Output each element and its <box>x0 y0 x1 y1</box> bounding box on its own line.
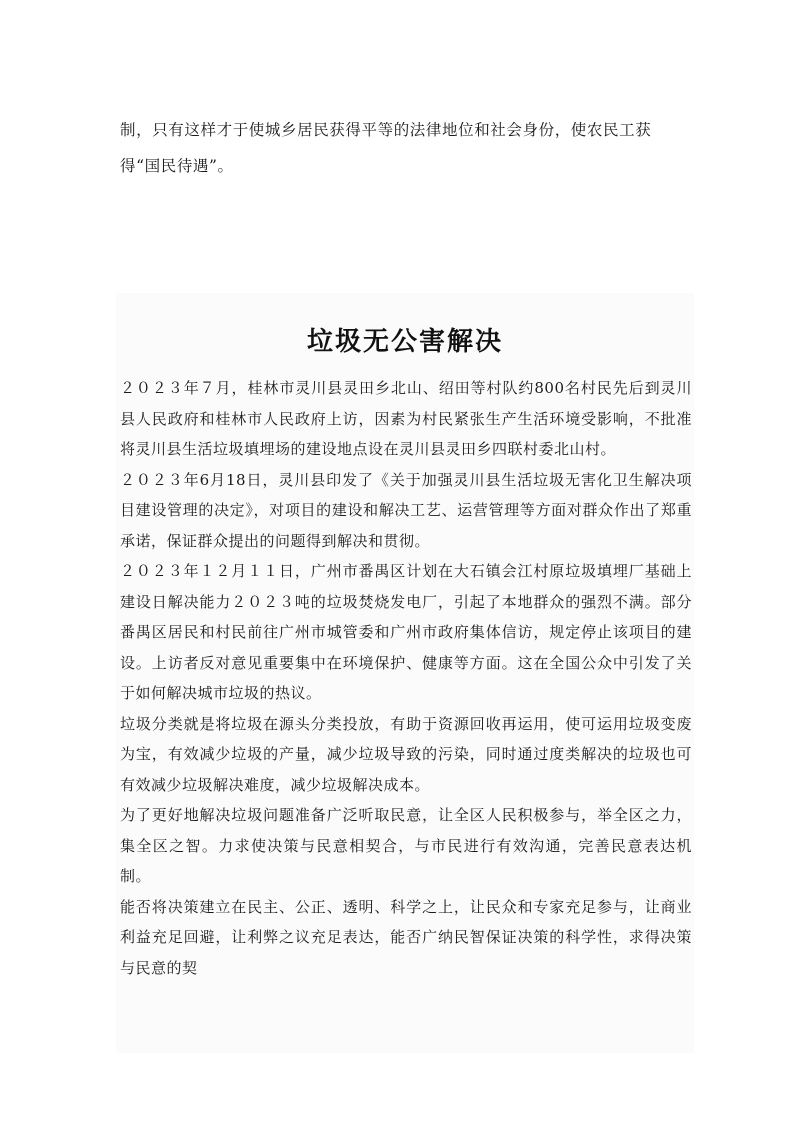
section-title: 垃圾无公害解决 <box>306 327 503 357</box>
paragraph-5: 为了更好地解决垃圾问题准备广泛听取民意，让全区人民积极参与，举全区之力，集全区之智。力求使决策与民意相契合，与市民进行有效沟通，完善民意表达机制。 <box>120 806 692 885</box>
content-section <box>116 293 694 1053</box>
paragraph-6: 能否将决策建立在民主、公正、透明、科学之上，让民众和专家充足参与，让商业利益充足回避，让利弊之议充足表达，能否广纳民智保证决策的科学性，求得决策与民意的契 <box>120 897 692 977</box>
intro-paragraph: 制，只有这样才于使城乡居民获得平等的法律地位和社会身份，使农民工获得“国民待遇”。 <box>120 120 652 175</box>
paragraph-2: ２０２３年6月18日，灵川县印发了《关于加强灵川县生活垃圾无害化卫生解决项目建设管理的决定》，对项目的建设和解决工艺、运营管理等方面对群众作出了郑重承诺，保证群众提出的问题得到解决和贯彻。 <box>120 470 692 550</box>
paragraph-3: ２０２３年１２月１１日，广州市番禺区计划在大石镇会江村原垃圾填埋厂基础上建设日解决能力２０２３吨的垃圾焚烧发电厂，引起了本地群众的强烈不满。部分番禺区居民和村民前往广州市城管委和广州市政府集体信访，规定停止该项目的建设。上访者反对意见重要集中在环境保护、健康等方面。这在全国公众中引发了关于如何解决城市垃圾的热议。 <box>120 562 692 702</box>
paragraph-4: 垃圾分类就是将垃圾在源头分类投放，有助于资源回收再运用，使可运用垃圾变废为宝，有效减少垃圾的产量，减少垃圾导致的污染，同时通过度类解决的垃圾也可有效减少垃圾解决难度，减少垃圾解决成本。 <box>120 714 692 794</box>
section-body <box>120 373 692 983</box>
paragraph-1: ２０２３年７月，桂林市灵川县灵田乡北山、绍田等村队约800名村民先后到灵川县人民政府和桂林市人民政府上访，因素为村民紧张生产生活环境受影响，不批准将灵川县生活垃圾填埋场的建设地点设在灵川县灵田乡四联村委北山村。 <box>120 379 692 458</box>
